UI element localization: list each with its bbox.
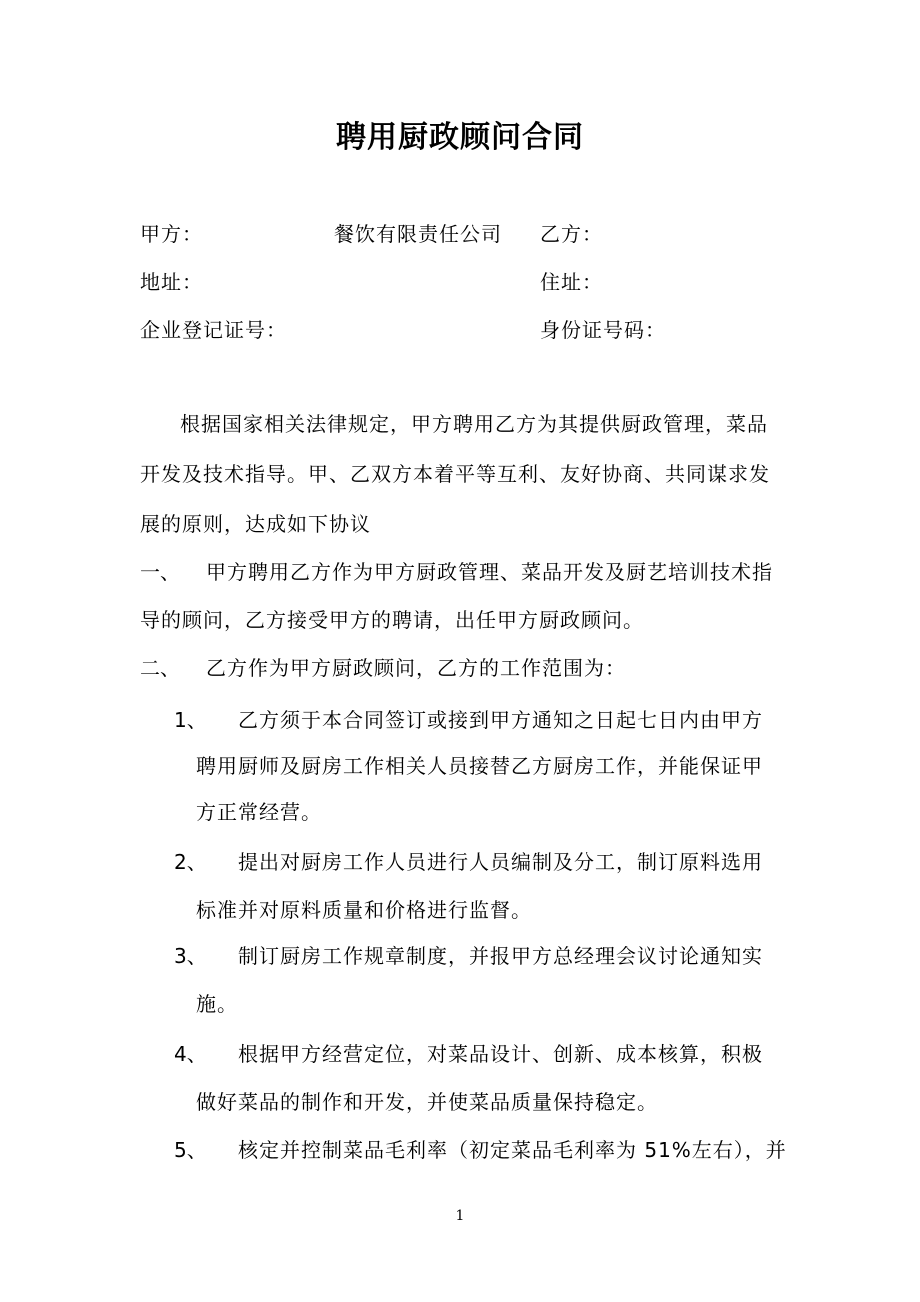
page-number: 1 bbox=[455, 1208, 465, 1224]
party-a-name: 餐饮有限责任公司 bbox=[334, 222, 502, 246]
intro-line: 根据国家相关法律规定，甲方聘用乙方为其提供厨政管理，菜品 bbox=[180, 412, 768, 436]
item-3-number: 3、 bbox=[174, 944, 207, 968]
registration-label: 企业登记证号： bbox=[140, 318, 287, 342]
item-4-number: 4、 bbox=[174, 1042, 207, 1066]
item-4-line: 根据甲方经营定位，对菜品设计、创新、成本核算，积极 bbox=[238, 1042, 763, 1066]
item-1-number: 1、 bbox=[174, 708, 207, 732]
intro-line: 展的原则，达成如下协议 bbox=[140, 512, 371, 536]
document-title: 聘用厨政顾问合同 bbox=[336, 120, 584, 155]
party-a-label: 甲方： bbox=[140, 222, 203, 246]
address-label: 地址： bbox=[140, 270, 203, 294]
section-2-text: 乙方作为甲方厨政顾问，乙方的工作范围为： bbox=[206, 656, 626, 680]
item-5-line: 核定并控制菜品毛利率（初定菜品毛利率为 51%左右），并 bbox=[238, 1138, 787, 1162]
item-2-number: 2、 bbox=[174, 850, 207, 874]
item-3-line: 施。 bbox=[196, 992, 238, 1016]
party-b-label: 乙方： bbox=[540, 222, 603, 246]
item-1-line: 聘用厨师及厨房工作相关人员接替乙方厨房工作，并能保证甲 bbox=[196, 754, 763, 778]
id-number-label: 身份证号码： bbox=[540, 318, 666, 342]
section-1-line: 导的顾问，乙方接受甲方的聘请，出任甲方厨政顾问。 bbox=[140, 608, 644, 632]
section-2-number: 二、 bbox=[140, 656, 180, 680]
intro-line: 开发及技术指导。甲、乙双方本着平等互利、友好协商、共同谋求发 bbox=[140, 462, 770, 486]
section-1-line: 甲方聘用乙方作为甲方厨政管理、菜品开发及厨艺培训技术指 bbox=[206, 560, 773, 584]
item-5-number: 5、 bbox=[174, 1138, 207, 1162]
item-1-line: 乙方须于本合同签订或接到甲方通知之日起七日内由甲方 bbox=[238, 708, 763, 732]
item-4-line: 做好菜品的制作和开发，并使菜品质量保持稳定。 bbox=[196, 1090, 658, 1114]
item-3-line: 制订厨房工作规章制度，并报甲方总经理会议讨论通知实 bbox=[238, 944, 763, 968]
item-2-line: 提出对厨房工作人员进行人员编制及分工，制订原料选用 bbox=[238, 850, 763, 874]
item-2-line: 标准并对原料质量和价格进行监督。 bbox=[196, 898, 532, 922]
section-1-number: 一、 bbox=[140, 560, 180, 584]
residence-label: 住址： bbox=[540, 270, 603, 294]
item-1-line: 方正常经营。 bbox=[196, 800, 322, 824]
